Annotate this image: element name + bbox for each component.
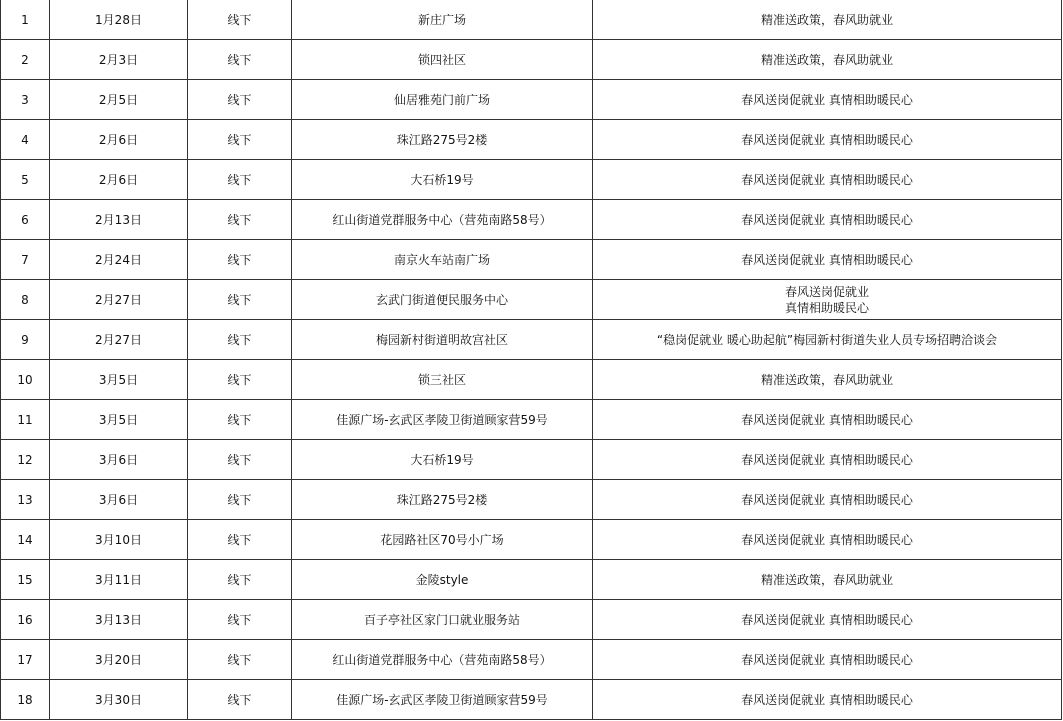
row-index-cell: 8 (1, 280, 50, 320)
event-location-cell: 红山街道党群服务中心（营苑南路58号） (292, 640, 593, 680)
event-location-cell: 梅园新村街道明故宫社区 (292, 320, 593, 360)
table-row (1, 280, 1062, 320)
event-mode-cell: 线下 (188, 320, 292, 360)
event-theme-line: 春风送岗促就业 (784, 284, 869, 299)
row-index-cell: 15 (1, 560, 50, 600)
table-row (1, 360, 1062, 400)
event-date-cell: 3月6日 (50, 480, 188, 520)
row-index-cell: 17 (1, 640, 50, 680)
event-mode-cell: 线下 (188, 240, 292, 280)
event-theme-cell (593, 480, 1062, 520)
event-location-cell: 珠江路275号2楼 (292, 480, 593, 520)
event-location-cell: 珠江路275号2楼 (292, 120, 593, 160)
event-theme-line: 春风送岗促就业 真情相助暖民心 (741, 92, 913, 107)
table-row (1, 440, 1062, 480)
event-location-cell: 金陵style (292, 560, 593, 600)
table-row (1, 560, 1062, 600)
row-index-cell: 13 (1, 480, 50, 520)
table-row (1, 400, 1062, 440)
table-row (1, 160, 1062, 200)
row-index-cell: 6 (1, 200, 50, 240)
event-location-cell: 新庄广场 (292, 0, 593, 40)
event-location-cell: 锁四社区 (292, 40, 593, 80)
event-theme-line: 春风送岗促就业 真情相助暖民心 (741, 132, 913, 147)
event-location-cell: 南京火车站南广场 (292, 240, 593, 280)
event-date-cell: 2月13日 (50, 200, 188, 240)
event-location-cell: 玄武门街道便民服务中心 (292, 280, 593, 320)
event-date-cell: 1月28日 (50, 0, 188, 40)
event-date-cell: 3月5日 (50, 360, 188, 400)
event-theme-line: 春风送岗促就业 真情相助暖民心 (741, 652, 913, 667)
event-date-cell: 2月27日 (50, 320, 188, 360)
event-theme-line: 春风送岗促就业 真情相助暖民心 (741, 412, 913, 427)
row-index-cell: 12 (1, 440, 50, 480)
event-mode-cell: 线下 (188, 400, 292, 440)
event-date-cell: 2月27日 (50, 280, 188, 320)
event-theme-cell (593, 440, 1062, 480)
event-mode-cell: 线下 (188, 40, 292, 80)
row-index-cell: 1 (1, 0, 50, 40)
event-theme-line: 春风送岗促就业 真情相助暖民心 (741, 492, 913, 507)
event-location-cell: 佳源广场-玄武区孝陵卫街道顾家营59号 (292, 400, 593, 440)
event-mode-cell: 线下 (188, 160, 292, 200)
event-mode-cell: 线下 (188, 440, 292, 480)
row-index-cell: 9 (1, 320, 50, 360)
event-theme-line: 春风送岗促就业 真情相助暖民心 (741, 692, 913, 707)
row-index-cell: 5 (1, 160, 50, 200)
event-theme-line: “稳岗促就业 暖心助起航”梅园新村街道失业人员专场招聘洽谈会 (656, 332, 998, 347)
event-mode-cell: 线下 (188, 120, 292, 160)
event-date-cell: 3月10日 (50, 520, 188, 560)
table-row (1, 600, 1062, 640)
event-date-cell: 2月6日 (50, 160, 188, 200)
event-date-cell: 3月20日 (50, 640, 188, 680)
event-mode-cell: 线下 (188, 480, 292, 520)
event-date-cell: 3月6日 (50, 440, 188, 480)
event-location-cell: 百子亭社区家门口就业服务站 (292, 600, 593, 640)
event-date-cell: 3月13日 (50, 600, 188, 640)
event-theme-cell (593, 560, 1062, 600)
row-index-cell: 11 (1, 400, 50, 440)
event-theme-cell (593, 240, 1062, 280)
event-theme-line: 春风送岗促就业 真情相助暖民心 (741, 212, 913, 227)
table-row (1, 80, 1062, 120)
event-theme-cell (593, 120, 1062, 160)
event-theme-cell (593, 640, 1062, 680)
event-date-cell: 3月11日 (50, 560, 188, 600)
event-theme-cell (593, 40, 1062, 80)
event-mode-cell: 线下 (188, 360, 292, 400)
row-index-cell: 7 (1, 240, 50, 280)
table-row (1, 120, 1062, 160)
schedule-table-body (1, 0, 1062, 720)
event-theme-cell (593, 680, 1062, 720)
event-theme-cell (593, 0, 1062, 40)
event-theme-line: 春风送岗促就业 真情相助暖民心 (741, 532, 913, 547)
event-theme-cell (593, 360, 1062, 400)
row-index-cell: 18 (1, 680, 50, 720)
event-mode-cell: 线下 (188, 200, 292, 240)
event-date-cell: 3月30日 (50, 680, 188, 720)
event-mode-cell: 线下 (188, 0, 292, 40)
event-location-cell: 锁三社区 (292, 360, 593, 400)
table-row (1, 200, 1062, 240)
event-location-cell: 仙居雅苑门前广场 (292, 80, 593, 120)
event-date-cell: 2月6日 (50, 120, 188, 160)
event-theme-line: 精准送政策，春风助就业 (760, 572, 893, 587)
event-theme-cell (593, 280, 1062, 320)
row-index-cell: 10 (1, 360, 50, 400)
row-index-cell: 4 (1, 120, 50, 160)
event-theme-line: 真情相助暖民心 (784, 300, 869, 315)
event-mode-cell: 线下 (188, 640, 292, 680)
row-index-cell: 16 (1, 600, 50, 640)
event-theme-line: 春风送岗促就业 真情相助暖民心 (741, 612, 913, 627)
event-date-cell: 2月24日 (50, 240, 188, 280)
event-location-cell: 大石桥19号 (292, 160, 593, 200)
event-date-cell: 2月5日 (50, 80, 188, 120)
event-theme-line: 精准送政策，春风助就业 (760, 12, 893, 27)
event-theme-cell (593, 320, 1062, 360)
event-mode-cell: 线下 (188, 80, 292, 120)
event-mode-cell: 线下 (188, 680, 292, 720)
event-date-cell: 2月3日 (50, 40, 188, 80)
table-row (1, 520, 1062, 560)
event-theme-cell (593, 400, 1062, 440)
table-row (1, 40, 1062, 80)
event-location-cell: 佳源广场-玄武区孝陵卫街道顾家营59号 (292, 680, 593, 720)
event-location-cell: 红山街道党群服务中心（营苑南路58号） (292, 200, 593, 240)
event-theme-cell (593, 520, 1062, 560)
row-index-cell: 3 (1, 80, 50, 120)
event-mode-cell: 线下 (188, 560, 292, 600)
table-row (1, 320, 1062, 360)
event-location-cell: 花园路社区70号小广场 (292, 520, 593, 560)
event-theme-line: 春风送岗促就业 真情相助暖民心 (741, 252, 913, 267)
event-theme-cell (593, 160, 1062, 200)
event-mode-cell: 线下 (188, 280, 292, 320)
event-mode-cell: 线下 (188, 600, 292, 640)
event-theme-cell (593, 200, 1062, 240)
row-index-cell: 2 (1, 40, 50, 80)
event-theme-line: 春风送岗促就业 真情相助暖民心 (741, 172, 913, 187)
table-row (1, 0, 1062, 40)
table-row (1, 640, 1062, 680)
event-date-cell: 3月5日 (50, 400, 188, 440)
row-index-cell: 14 (1, 520, 50, 560)
event-mode-cell: 线下 (188, 520, 292, 560)
table-row (1, 240, 1062, 280)
event-theme-line: 春风送岗促就业 真情相助暖民心 (741, 452, 913, 467)
event-theme-cell (593, 80, 1062, 120)
table-row (1, 680, 1062, 720)
table-row (1, 480, 1062, 520)
event-theme-cell (593, 600, 1062, 640)
event-theme-line: 精准送政策，春风助就业 (760, 52, 893, 67)
event-theme-line: 精准送政策，春风助就业 (760, 372, 893, 387)
event-location-cell: 大石桥19号 (292, 440, 593, 480)
